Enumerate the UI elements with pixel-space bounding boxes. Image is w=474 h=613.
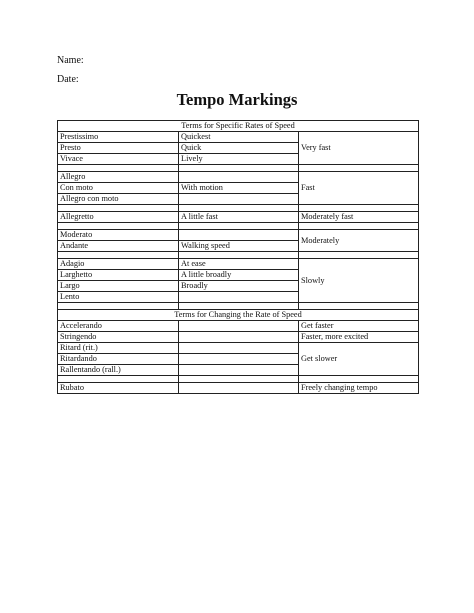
tempo-table	[57, 120, 419, 394]
spacer-row	[58, 165, 419, 172]
meaning-cell: Broadly	[179, 281, 299, 292]
meaning-cell: Lively	[179, 154, 299, 165]
spacer-row	[58, 252, 419, 259]
meaning-cell: A little broadly	[179, 270, 299, 281]
term-cell: Accelerando	[58, 321, 179, 332]
meaning-cell	[179, 332, 299, 343]
table-row	[58, 383, 419, 394]
spacer-row	[58, 376, 419, 383]
speed-cell: Fast	[299, 172, 419, 205]
meaning-cell: Walking speed	[179, 241, 299, 252]
meaning-cell: A little fast	[179, 212, 299, 223]
effect-cell: Faster, more excited	[299, 332, 419, 343]
term-cell: Ritard (rit.)	[58, 343, 179, 354]
table-row	[58, 259, 419, 270]
meaning-cell	[179, 343, 299, 354]
effect-cell: Get slower	[299, 343, 419, 376]
meaning-cell: Quick	[179, 143, 299, 154]
term-cell: Presto	[58, 143, 179, 154]
term-cell: Rubato	[58, 383, 179, 394]
speed-cell: Moderately fast	[299, 212, 419, 223]
term-cell: Rallentando (rall.)	[58, 365, 179, 376]
spacer-row	[58, 205, 419, 212]
term-cell: Allegro	[58, 172, 179, 183]
table-row	[58, 343, 419, 354]
meaning-cell	[179, 172, 299, 183]
effect-cell: Get faster	[299, 321, 419, 332]
meaning-cell: At ease	[179, 259, 299, 270]
page-title: Tempo Markings	[176, 90, 298, 109]
term-cell: Allegretto	[58, 212, 179, 223]
meaning-cell	[179, 365, 299, 376]
term-cell: Larghetto	[58, 270, 179, 281]
table-row	[58, 132, 419, 143]
table-row	[58, 172, 419, 183]
meaning-cell	[179, 321, 299, 332]
term-cell: Prestissimo	[58, 132, 179, 143]
term-cell: Allegro con moto	[58, 194, 179, 205]
meaning-cell: Quickest	[179, 132, 299, 143]
term-cell: Adagio	[58, 259, 179, 270]
table-row	[58, 321, 419, 332]
table-row	[58, 332, 419, 343]
term-cell: Vivace	[58, 154, 179, 165]
term-cell: Ritardando	[58, 354, 179, 365]
meaning-cell	[179, 230, 299, 241]
meaning-cell	[179, 354, 299, 365]
meaning-cell	[179, 383, 299, 394]
spacer-row	[58, 303, 419, 310]
term-cell: Stringendo	[58, 332, 179, 343]
section-heading-specific: Terms for Specific Rates of Speed	[58, 121, 419, 132]
speed-cell: Moderately	[299, 230, 419, 252]
meaning-cell: With motion	[179, 183, 299, 194]
table-row	[58, 230, 419, 241]
spacer-row	[58, 223, 419, 230]
effect-cell: Freely changing tempo	[299, 383, 419, 394]
term-cell: Andante	[58, 241, 179, 252]
date-label: Date:	[57, 74, 79, 85]
name-label: Name:	[57, 55, 84, 66]
term-cell: Moderato	[58, 230, 179, 241]
meaning-cell	[179, 194, 299, 205]
term-cell: Lento	[58, 292, 179, 303]
table-row	[58, 212, 419, 223]
section-heading-changing: Terms for Changing the Rate of Speed	[58, 310, 419, 321]
speed-cell: Slowly	[299, 259, 419, 303]
term-cell: Con moto	[58, 183, 179, 194]
speed-cell: Very fast	[299, 132, 419, 165]
meaning-cell	[179, 292, 299, 303]
term-cell: Largo	[58, 281, 179, 292]
